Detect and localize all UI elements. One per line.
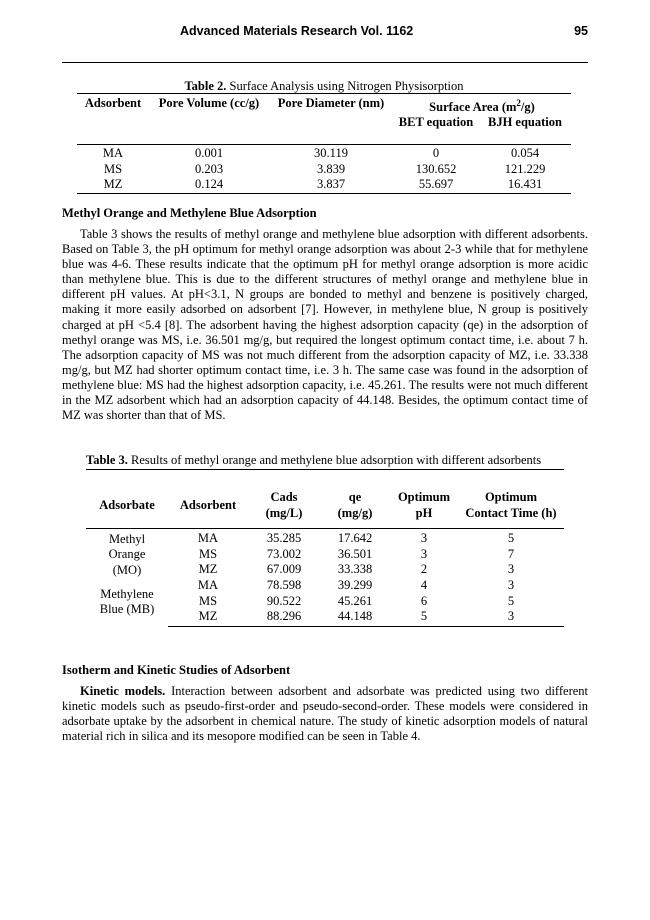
time-label: Optimum xyxy=(484,489,538,504)
table-3-label: Table 3. xyxy=(86,453,128,467)
cell-bet: 130.652 xyxy=(415,161,457,176)
group-line: (MO) xyxy=(112,562,142,577)
cell-ph: 2 xyxy=(420,562,428,577)
col-header-pore-diameter: Pore Diameter (nm) xyxy=(269,94,393,116)
section-heading: Methyl Orange and Methylene Blue Adsorption xyxy=(62,206,317,220)
body-paragraph: Table 3 shows the results of methyl orange and methylene blue adsorption with different adsorbents. Based on Table 3, the pH optimum for methyl orange adsorption was about 2-3 while that for methylene blue was 4-6. These results indicate that the optimum pH for methyl orange adsorption is more acidic than methylene blue. This is due to the different structures of methyl orange and methylene blue in different pH values. At pH<3.1, N groups are bonded to methyl and benzene is positively charged, making it more easily adsorbed on adsorbent [7]. However, in methylene blue, N group is positively charged at pH <5.4 [8]. The adsorbent having the highest adsorption capacity (qe) in the adsorption of methyl orange was MS, i.e. 36.501 mg/g, but required the longest optimum contact time, i.e. about 7 h. The adsorption capacity of MS was not much different from the adsorption capacity of MZ, i.e. 33.338 mg/g, but MZ had shorter optimum contact time, i.e. 3 h. The same case was found in the adsorption of methylene blue: MS had the highest adsorption capacity, i.e. 45.261. The results were not much different in the MZ adsorbent which had an adsorption capacity of 44.148. Besides, the optimum contact time of MZ was shorter than that of MS. xyxy=(62,227,588,423)
col-header-cads xyxy=(248,482,320,528)
cads-label: Cads xyxy=(270,489,298,504)
table-row xyxy=(77,162,571,178)
col-header-bet: BET equation xyxy=(398,115,474,130)
table-row xyxy=(77,145,571,162)
cell-qe: 39.299 xyxy=(337,578,373,592)
cell-bet: 0 xyxy=(432,145,440,160)
cell-ph: 4 xyxy=(420,578,428,592)
journal-title: Advanced Materials Research Vol. 1162 xyxy=(180,24,414,38)
table-2-caption-text: Surface Analysis using Nitrogen Physisorption xyxy=(229,79,464,93)
cell-adsorbent: MS xyxy=(198,546,218,561)
cell-time: 3 xyxy=(458,609,564,626)
group-line: Methylene xyxy=(100,586,154,601)
cell-ph: 3 xyxy=(420,530,428,545)
cell-pore-volume: 0.001 xyxy=(194,145,224,160)
table-row xyxy=(86,578,564,594)
page-number: 95 xyxy=(574,24,588,38)
cell-pore-diameter: 3.839 xyxy=(316,161,346,176)
surface-area-superscript: 2 xyxy=(516,98,521,108)
table-2-caption xyxy=(77,79,571,93)
cell-adsorbent: MZ xyxy=(168,609,248,626)
cell-adsorbent: MA xyxy=(102,146,124,161)
col-header-adsorbent: Adsorbent xyxy=(77,94,149,116)
table-2-grid xyxy=(77,93,571,194)
table-row xyxy=(86,528,564,546)
cell-adsorbent: MZ xyxy=(198,562,218,577)
col-header-adsorbent: Adsorbent xyxy=(168,482,248,528)
cell-pore-diameter: 3.837 xyxy=(269,177,393,193)
col-header-surface-area xyxy=(393,94,571,116)
group-line: Blue (MB) xyxy=(99,602,155,616)
ph-label: Optimum xyxy=(397,489,451,504)
table-3 xyxy=(86,482,564,627)
col-header-bjh: BJH equation xyxy=(488,115,562,130)
group-methyl-orange xyxy=(86,528,168,578)
surface-area-unit-tail: /g) xyxy=(520,100,535,115)
cell-qe: 36.501 xyxy=(337,546,373,561)
cell-cads: 88.296 xyxy=(248,609,320,626)
cell-qe: 17.642 xyxy=(337,530,373,545)
cell-time: 7 xyxy=(507,546,515,561)
cell-ph: 5 xyxy=(390,609,458,626)
cell-qe: 44.148 xyxy=(320,609,390,626)
col-header-pore-volume: Pore Volume (cc/g) xyxy=(149,94,269,116)
group-line: Orange xyxy=(108,547,146,561)
cell-time: 3 xyxy=(507,578,515,592)
group-line: Methyl xyxy=(108,531,146,546)
table-2-label: Table 2. xyxy=(184,79,227,93)
cell-cads: 90.522 xyxy=(266,593,302,608)
cads-unit: (mg/L) xyxy=(265,505,303,520)
surface-area-label: Surface Area (m xyxy=(429,100,517,115)
col-header-adsorbate: Adsorbate xyxy=(86,482,168,528)
cell-adsorbent: MA xyxy=(197,530,219,545)
col-header-optimum-ph xyxy=(390,482,458,528)
paragraph-text: Interaction between adsorbent and adsorbate was predicted using two different kinetic models such as pseudo-first-order and pseudo-second-order. These models were considered in adsorbate uptake by the adsorbent in chemical nature. The study of kinetic adsorption models of natural material rich in silica and its mesopore modified can be seen in Table 4. xyxy=(62,684,588,744)
qe-label: qe xyxy=(348,489,362,504)
col-header-contact-time xyxy=(458,482,564,528)
cell-ph: 6 xyxy=(420,593,428,608)
ph-unit: pH xyxy=(415,505,433,520)
cell-bjh: 121.229 xyxy=(504,161,546,176)
col-header-qe xyxy=(320,482,390,528)
paragraph-lead: Kinetic models. xyxy=(80,684,166,698)
cell-time: 5 xyxy=(507,530,515,545)
cell-time: 3 xyxy=(507,562,515,577)
qe-unit: (mg/g) xyxy=(337,505,373,520)
cell-cads: 35.285 xyxy=(266,530,302,545)
table-3-caption-text: Results of methyl orange and methylene blue adsorption with different adsorbents xyxy=(131,453,542,467)
cell-pore-diameter: 30.119 xyxy=(314,145,348,160)
cell-bjh: 0.054 xyxy=(510,145,540,160)
cell-adsorbent: MZ xyxy=(77,177,149,193)
body-paragraph xyxy=(62,684,588,744)
section-heading: Isotherm and Kinetic Studies of Adsorbent xyxy=(62,663,291,677)
cell-adsorbent: MS xyxy=(103,161,123,176)
table-row xyxy=(77,177,571,193)
cell-cads: 78.598 xyxy=(266,578,302,592)
cell-pore-volume: 0.203 xyxy=(194,161,224,176)
cell-adsorbent: MS xyxy=(198,593,218,608)
header-rule xyxy=(62,62,588,63)
cell-qe: 33.338 xyxy=(337,562,373,577)
table-2 xyxy=(77,79,571,194)
cell-time: 5 xyxy=(507,593,515,608)
cell-adsorbent: MA xyxy=(197,578,219,592)
cell-cads: 73.002 xyxy=(266,546,302,561)
cell-bet: 55.697 xyxy=(393,177,479,193)
time-unit: Contact Time (h) xyxy=(465,505,557,520)
cell-pore-volume: 0.124 xyxy=(149,177,269,193)
cell-bjh: 16.431 xyxy=(479,177,571,193)
table-3-caption xyxy=(86,453,564,470)
cell-ph: 3 xyxy=(420,546,428,561)
cell-cads: 67.009 xyxy=(266,562,302,577)
cell-qe: 45.261 xyxy=(337,593,373,608)
group-methylene-blue xyxy=(86,578,168,626)
